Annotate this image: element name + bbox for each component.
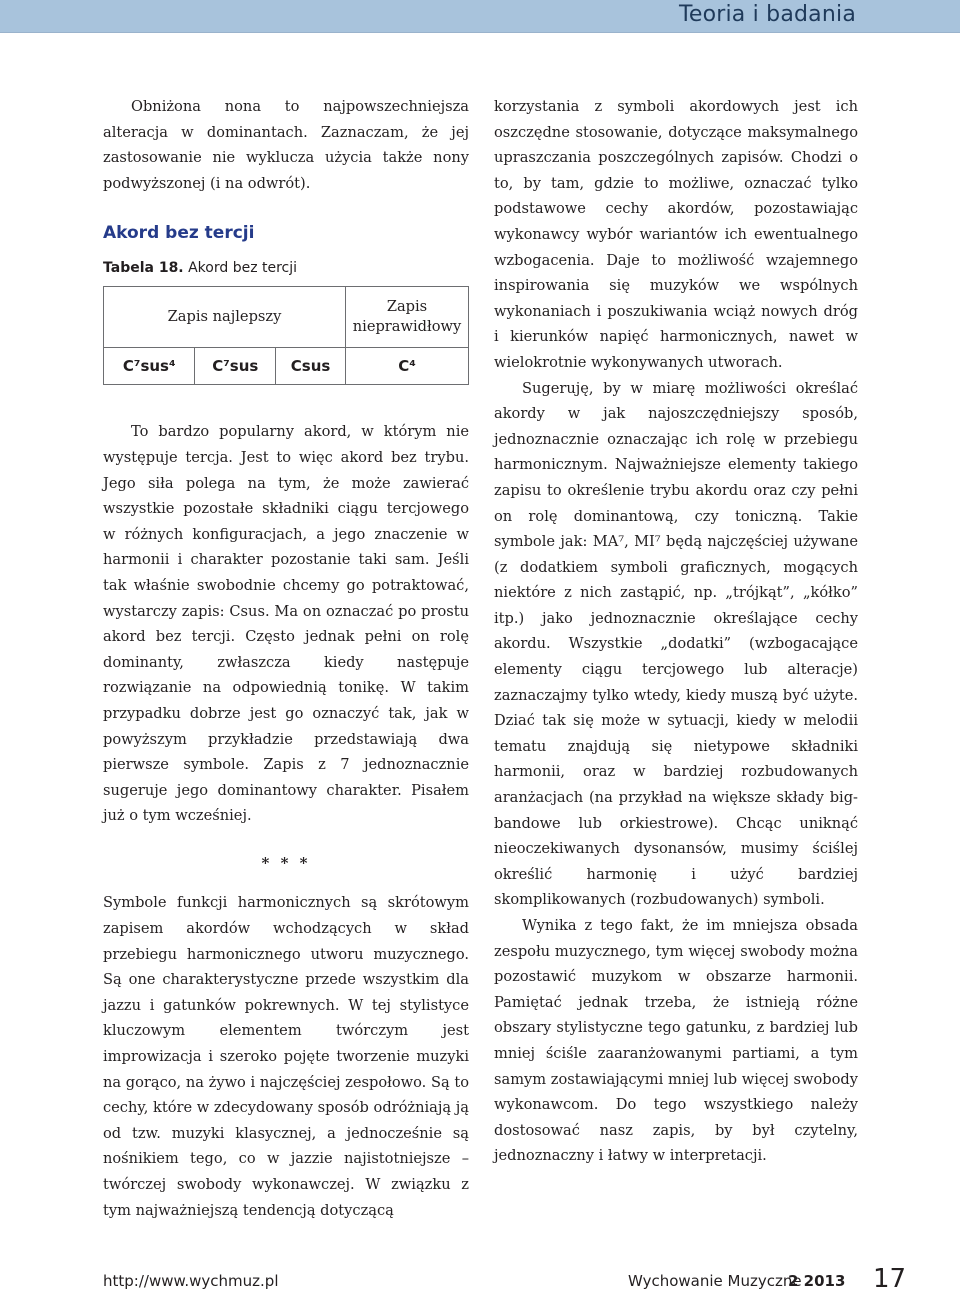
body-paragraph-2: Symbole funkcji harmonicznych są skrótowym zapisem akordów wchodzących w skład przebiegu harmonicznego utworu muzycznego. Są one charakterystyczne przede wszystkim dla jazzu i gatunków pokrewnych. W tej stylistyce kluczowym elementem twórczym jest improwizacja i szeroko pojęte tworzenie muzyki na gorąco, na żywo i najczęściej zespołowo. Są to cechy, które w zdecydowany sposób odróżniają ją od tzw. muzyki klasycznej, a jednocześnie są nośnikiem tego, co w jazzie najistotniejsze – twórczej swobody wykonawczej. W związku z tym najważniejszą tendencją dotyczącą: [103, 894, 469, 1219]
chord-symbol-4: C⁴: [346, 348, 469, 385]
section-title: Teoria i badania: [678, 2, 856, 27]
table-caption-label: Tabela 18.: [103, 260, 184, 277]
table-caption: [103, 258, 469, 278]
section-heading: Akord bez tercji: [103, 223, 255, 244]
chord-symbol-2: C⁷sus: [195, 348, 276, 385]
section-separator: * * *: [261, 853, 311, 872]
chord-symbol-3: Csus: [276, 348, 346, 385]
footer-issue: 2 2013: [788, 1272, 846, 1290]
left-column: [103, 94, 469, 1223]
body-paragraph-5: Wynika z tego fakt, że im mniejsza obsada zespołu muzycznego, tym więcej swobody można pozostawić muzykom w obszarze harmonii. Pamiętać jednak trzeba, że istnieją różne obszary stylistyczne tego gatunku, z bardziej lub mniej ściśle zaaranżowanymi partiami, a tym samym zostawiającymi mniej lub więcej swobody wykonawcom. Do tego wszystkiego należy dostosować nasz zapis, by był czytelny, jednoznaczny i łatwy w interpretacji.: [494, 917, 858, 1165]
header-bar: [0, 0, 960, 33]
chord-table: [103, 286, 469, 385]
body-paragraph-3: korzystania z symboli akordowych jest ich oszczędne stosowanie, dotyczące maksymalnego upraszczania poszczególnych zapisów. Chodzi o to, by tam, gdzie to możliwe, oznaczać tylko podstawowe cechy akordów, pozostawiając wykonawcy wybór wariantów ich ewentualnego wzbogacenia. Daje to możliwość wzajemnego inspirowania się muzyków we wspólnych wykonaniach i poszukiwania wciąż nowych dróg i kierunków napięć harmonicznych, nawet w wielokrotnie wykonywanych utworach.: [494, 98, 858, 371]
footer-journal-name: Wychowanie Muzyczne: [628, 1272, 802, 1290]
header-best-notation: Zapis najlepszy: [104, 287, 346, 348]
footer-url-link[interactable]: http://www.wychmuz.pl: [103, 1272, 279, 1290]
body-paragraph-1: To bardzo popularny akord, w którym nie występuje tercja. Jest to więc akord bez trybu. Jego siła polega na tym, że może zawierać wszystkie pozostałe składniki ciągu tercjowego w różnych konfiguracjach, a jego znaczenie w harmonii i charakter pozostanie taki sam. Jeśli tak właśnie swobodnie chcemy go potraktować, wystarczy zapis: Csus. Ma on oznaczać po prostu akord bez tercji. Często jednak pełni on rolę dominanty, zwłaszcza kiedy następuje rozwiązanie na odpowiednią tonikę. W takim przypadku dobrze jest go oznaczyć tak, jak w powyższym przykładzie przedstawiają dwa pierwsze symbole. Zapis z 7 jednoznacznie sugeruje jego dominantowy charakter. Pisałem już o tym wcześniej.: [103, 423, 469, 825]
chord-symbol-1: C⁷sus⁴: [104, 348, 195, 385]
body-paragraph-4: Sugeruję, by w miarę możliwości określać akordy w jak najoszczędniejszy sposób, jednoznacznie oznaczając ich rolę w przebiegu harmonicznym. Najważniejsze elementy takiego zapisu to określenie trybu akordu oraz czy pełni on rolę dominantową, czy toniczną. Takie symbole jak: MA⁷, MI⁷ będą najczęściej używane (z dodatkiem symboli graficznych, mogących niektóre z nich zastąpić, np. „trójkąt”, „kółko” itp.) jako jednoznacznie określające cechy akordu. Wszystkie „dodatki” (wzbogacające elementy ciągu tercjowego lub alteracje) zaznaczajmy tylko wtedy, kiedy muszą być użyte. Dziać tak się może w sytuacji, kiedy w melodii tematu znajdują się nietypowe składniki harmonii, oraz w bardziej rozbudowanych aranżacjach (na przykład na większe składy big-bandowe lub orkiestrowe). Chcąc uniknąć nieoczekiwanych dysonansów, musimy ściślej określić harmonię i użyć bardziej skomplikowanych (rozbudowanych) symboli.: [494, 379, 858, 909]
page-number: 17: [873, 1264, 907, 1294]
intro-paragraph: Obniżona nona to najpowszechniejsza alteracja w dominantach. Zaznaczam, że jej zastosowanie nie wyklucza użycia także nony podwyższonej (i na odwrót).: [103, 98, 469, 192]
table-caption-text: Akord bez tercji: [188, 260, 298, 277]
right-column: [494, 94, 858, 1169]
header-wrong-notation: Zapis nieprawidłowy: [346, 287, 469, 348]
